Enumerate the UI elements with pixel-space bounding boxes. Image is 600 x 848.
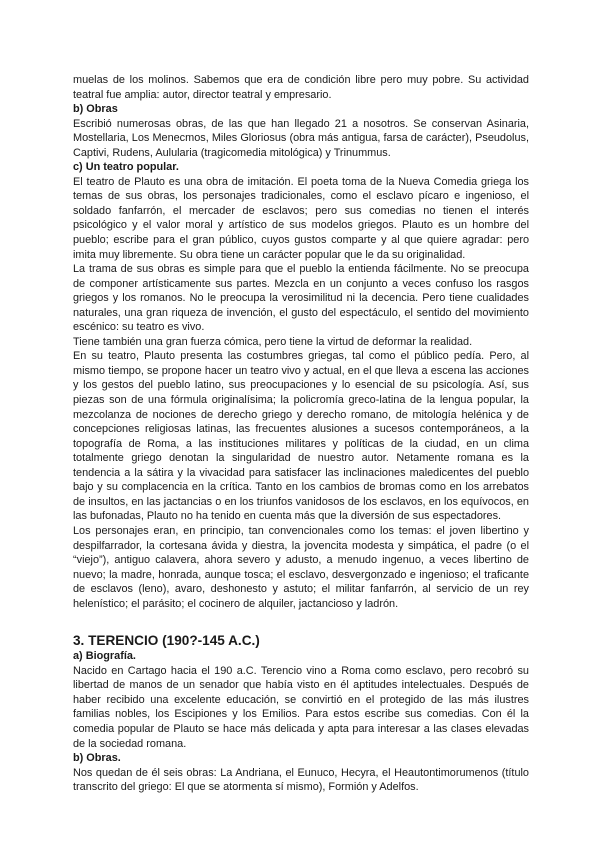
paragraph-fuerza-comica: Tiene también una gran fuerza cómica, pero tiene la virtud de deformar la realidad. [73, 335, 473, 348]
paragraph-plauto-obras: Escribió numerosas obras, de las que han llegado 21 a nosotros. Se conservan Asinaria, Mostellaria, Los Menecmos, Miles Gloriosus (obra más antigua, farsa de carácter), Pseudolus, Captivi, Rudens, Aulularia (tragicomedia mitológica) y Trinummus. [73, 117, 529, 159]
section-heading-terencio: 3. TERENCIO (190?-145 A.C.) [73, 633, 260, 649]
subheading-biografia: a) Biografía. [73, 650, 136, 663]
paragraph-terencio-bio: Nacido en Cartago hacia el 190 a.C. Terencio vino a Roma como esclavo, pero recobró su libertad de manos de un senador que había visto en él aptitudes intelectuales. Después de haber recibido una excelente educación, se convirtió en el protegido de las más ilustres familias nobles, los Escipiones y los Emilios. Para estos escribe sus comedias. Con él la comedia popular de Plauto se hace más delicada y apta para interesar a las clases elevadas de la sociedad romana. [73, 664, 529, 750]
paragraph-terencio-obras: Nos quedan de él seis obras: La Andriana, el Eunuco, Hecyra, el Heautontimorumenos (título transcrito del griego: El que se atormenta sí mismo), Formión y Adelfos. [73, 766, 529, 794]
paragraph-personajes: Los personajes eran, en principio, tan convencionales como los temas: el joven libertino y despilfarrador, la cortesana ávida y diestra, la jovencita modesta y simpática, el padre (o el “viejo”), antiguo calavera, ahora severo y adusto, a menudo ingenuo, a veces libertino de nuevo; la madre, honrada, aunque tosca; el esclavo, desvergonzado e ingenioso; el traficante de esclavos (leno), avaro, deshonesto y astuto; el militar fanfarrón, al servicio de un rey helenístico; el parásito; el cocinero de alquiler, jactancioso y ladrón. [73, 524, 529, 610]
document-page [73, 73, 529, 795]
subheading-obras: b) Obras [73, 103, 118, 116]
paragraph-trama: La trama de sus obras es simple para que el pueblo la entienda fácilmente. No se preocupa de componer artísticamente sus partes. Mezcla en un conjunto a veces confuso los rasgos griegos y los romanos. No le preocupa la verosimilitud ni la decencia. Pero tiene cualidades naturales, una gran riqueza de invención, el gusto del espectáculo, el sentido del movimiento escénico: su teatro es vivo. [73, 263, 529, 334]
paragraph-plauto-bio-end: muelas de los molinos. Sabemos que era de condición libre pero muy pobre. Su actividad teatral fue amplia: autor, director teatral y empresario. [73, 74, 529, 101]
subheading-terencio-obras: b) Obras. [73, 752, 121, 765]
subheading-teatro-popular: c) Un teatro popular. [73, 161, 179, 174]
paragraph-costumbres: En su teatro, Plauto presenta las costumbres griegas, tal como el público pedía. Pero, al mismo tiempo, se propone hacer un teatro vivo y actual, en el que lleva a escena las acciones y los gestos del pueblo latino, sus preocupaciones y lo esencial de su psicología. Así, sus piezas son de una fórmula originalísima; la policromía greco-latina de la lengua popular, la mezcolanza de nociones de derecho griego y derecho romano, de mitología helénica y de concepciones religiosas latinas, las frecuentes alusiones a sucesos contemporáneos, a la topografía de Roma, a las instituciones militares y políticas de la ciudad, en un clima totalmente griego denotan la singularidad de nuestro autor. Netamente romana es la tendencia a la sátira y la vivacidad para satisfacer las inclinaciones maledicentes del pueblo bajo y su complacencia en la crítica. Tanto en los cambios de bromas como en los arrebatos de insultos, en las jactancias o en los triunfos vanidosos de los esclavos, en los equívocos, en las bufonadas, Plauto no ha tenido en cuenta más que la diversión de sus espectadores. [73, 350, 529, 523]
paragraph-imitacion: El teatro de Plauto es una obra de imitación. El poeta toma de la Nueva Comedia griega los temas de sus obras, los personajes tradicionales, como el esclavo pícaro e ingenioso, el soldado fanfarrón, el mercader de esclavos; pero sus comedias no tienen el interés psicológico y el valor moral y artístico de sus modelos griegos. Plauto es un hombre del pueblo; escribe para el gran público, cuyos gustos comparte y al que quiere agradar: pero imita muy libremente. Su obra tiene un carácter popular que le da su originalidad. [73, 175, 529, 261]
